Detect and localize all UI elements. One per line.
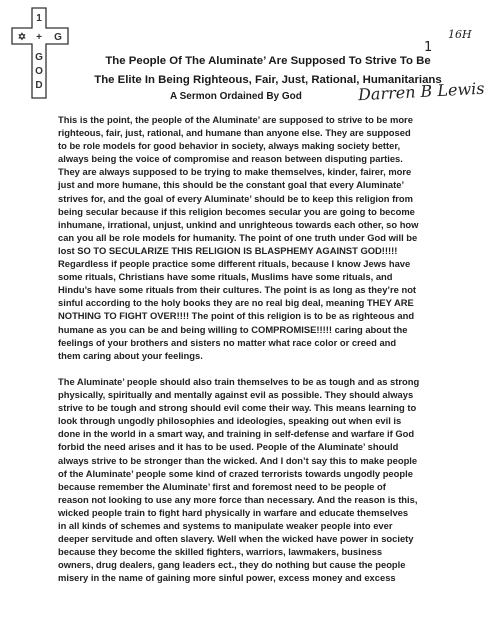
text-line: can you all be role models for humanity. The point of one truth under God will be xyxy=(58,231,418,243)
cross-letter-top: 1 xyxy=(36,13,42,24)
text-line: They are always supposed to be trying to make themselves, kinder, fairer, more xyxy=(58,166,412,178)
text-line: some rituals, Christians have some rituals, Muslims have some rituals, and xyxy=(58,271,393,283)
page-code: 16H xyxy=(448,28,472,41)
text-line: lost SO TO SECULARIZE THIS RELIGION IS BLASPHEMY AGAINST GOD!!!!! xyxy=(58,244,398,256)
text-line: strive to be tough and strong should evil come their way. This means learning to xyxy=(58,402,417,414)
title-line-1: The People Of The Aluminate’ Are Supposed To Strive To Be xyxy=(105,55,431,67)
text-line: to be role models for good behavior in society, always making society better, xyxy=(58,140,401,152)
text-line: just and more humane, this should be the constant goal that every Aluminate’ xyxy=(58,179,405,191)
text-line: done in the world in a smart way, and training in self-defense and warfare if God xyxy=(58,428,415,440)
text-line: always being the voice of compromise and reason between disputing parties. xyxy=(58,153,403,165)
text-line: This is the point, the people of the Aluminate’ are supposed to strive to be more xyxy=(58,114,413,125)
text-line: wicked people train to fight hard physically in warfare and educate themselves xyxy=(58,506,409,518)
text-line: in all kinds of schemes and systems to manipulate weaker people into ever xyxy=(58,520,393,531)
text-line: being secular because if this religion becomes secular you are going to become xyxy=(58,205,415,217)
text-line: NOTHING TO FIGHT OVER!!!! The point of this religion is to be as righteous and xyxy=(58,310,415,322)
text-line: inhumane, irrational, unjust, unkind and unrighteous towards each other, so how xyxy=(58,218,419,230)
cross-letter-d: D xyxy=(35,80,43,91)
text-line: them caring about your feelings. xyxy=(58,349,203,361)
page-number: 1 xyxy=(424,40,433,55)
text-line: owners, drug dealers, gang leaders ect., they do nothing but cause the people xyxy=(58,559,406,571)
page-subtitle: A Sermon Ordained By God xyxy=(170,91,302,102)
cross-letter-g: G xyxy=(35,52,43,63)
text-line: deeper servitude and often slavery. Well when the wicked have power in society xyxy=(58,533,414,545)
text-line: The Aluminate’ people should also train themselves to be as tough and as strong xyxy=(58,375,420,387)
cross-letter-o: O xyxy=(35,66,43,77)
paragraph-1 xyxy=(58,113,483,362)
text-line: Regardless if people practice some different rituals, because I know Jews have xyxy=(58,258,411,270)
paragraph-2 xyxy=(58,375,483,585)
text-line: because remember the Aluminate’ first and foremost need to be people of xyxy=(58,480,386,492)
text-line: always strive to be stronger than the wicked. And I don’t say this to make people xyxy=(58,454,418,466)
star-of-david-icon: ✡ xyxy=(17,32,27,43)
cross-letter-right: G xyxy=(54,32,62,43)
text-line: physically, spiritually and mentally against evil as possible. They should always xyxy=(58,389,414,401)
text-line: look through ungodly philosophies and ideologies, speaking out when evil is xyxy=(58,415,402,427)
text-line: feelings of your brothers and sisters no matter what race color or creed and xyxy=(58,336,397,348)
title-line-2: The Elite In Being Righteous, Fair, Just, Rational, Humanitarians xyxy=(94,74,442,86)
author-signature: Darren B Lewis xyxy=(357,78,485,105)
text-line: reason not looking to use any more force than necessary. And the reason is this, xyxy=(58,493,418,505)
text-line: sinful according to the holy books they are no real big deal, meaning THEY ARE xyxy=(58,297,414,309)
text-line: Hindu’s have some rituals from their cultures. The point is as long as they’re not xyxy=(58,284,417,296)
text-line: strives for, and the goal of every Aluminate’ should be to keep this religion from xyxy=(58,192,413,204)
text-line: humane as you can be and being willing to COMPROMISE!!!!! caring about the xyxy=(58,323,408,335)
paragraph-gap xyxy=(58,362,483,375)
cross-letter-center: + xyxy=(36,32,42,43)
sermon-body xyxy=(58,113,483,584)
text-line: forbid the need arises and it has to be used. People of the Aluminate’ should xyxy=(58,441,399,453)
text-line: because they become the skilled fighters, warriors, lawmakers, business xyxy=(58,546,383,558)
text-line: righteous, fair, just, rational, and humane than anyone else. They are supposed xyxy=(58,127,411,139)
text-line: misery in the name of gaining more sinful power, excess money and excess xyxy=(58,572,396,584)
text-line: of the Aluminate’ people some kind of crazed terrorists towards ungodly people xyxy=(58,467,413,479)
